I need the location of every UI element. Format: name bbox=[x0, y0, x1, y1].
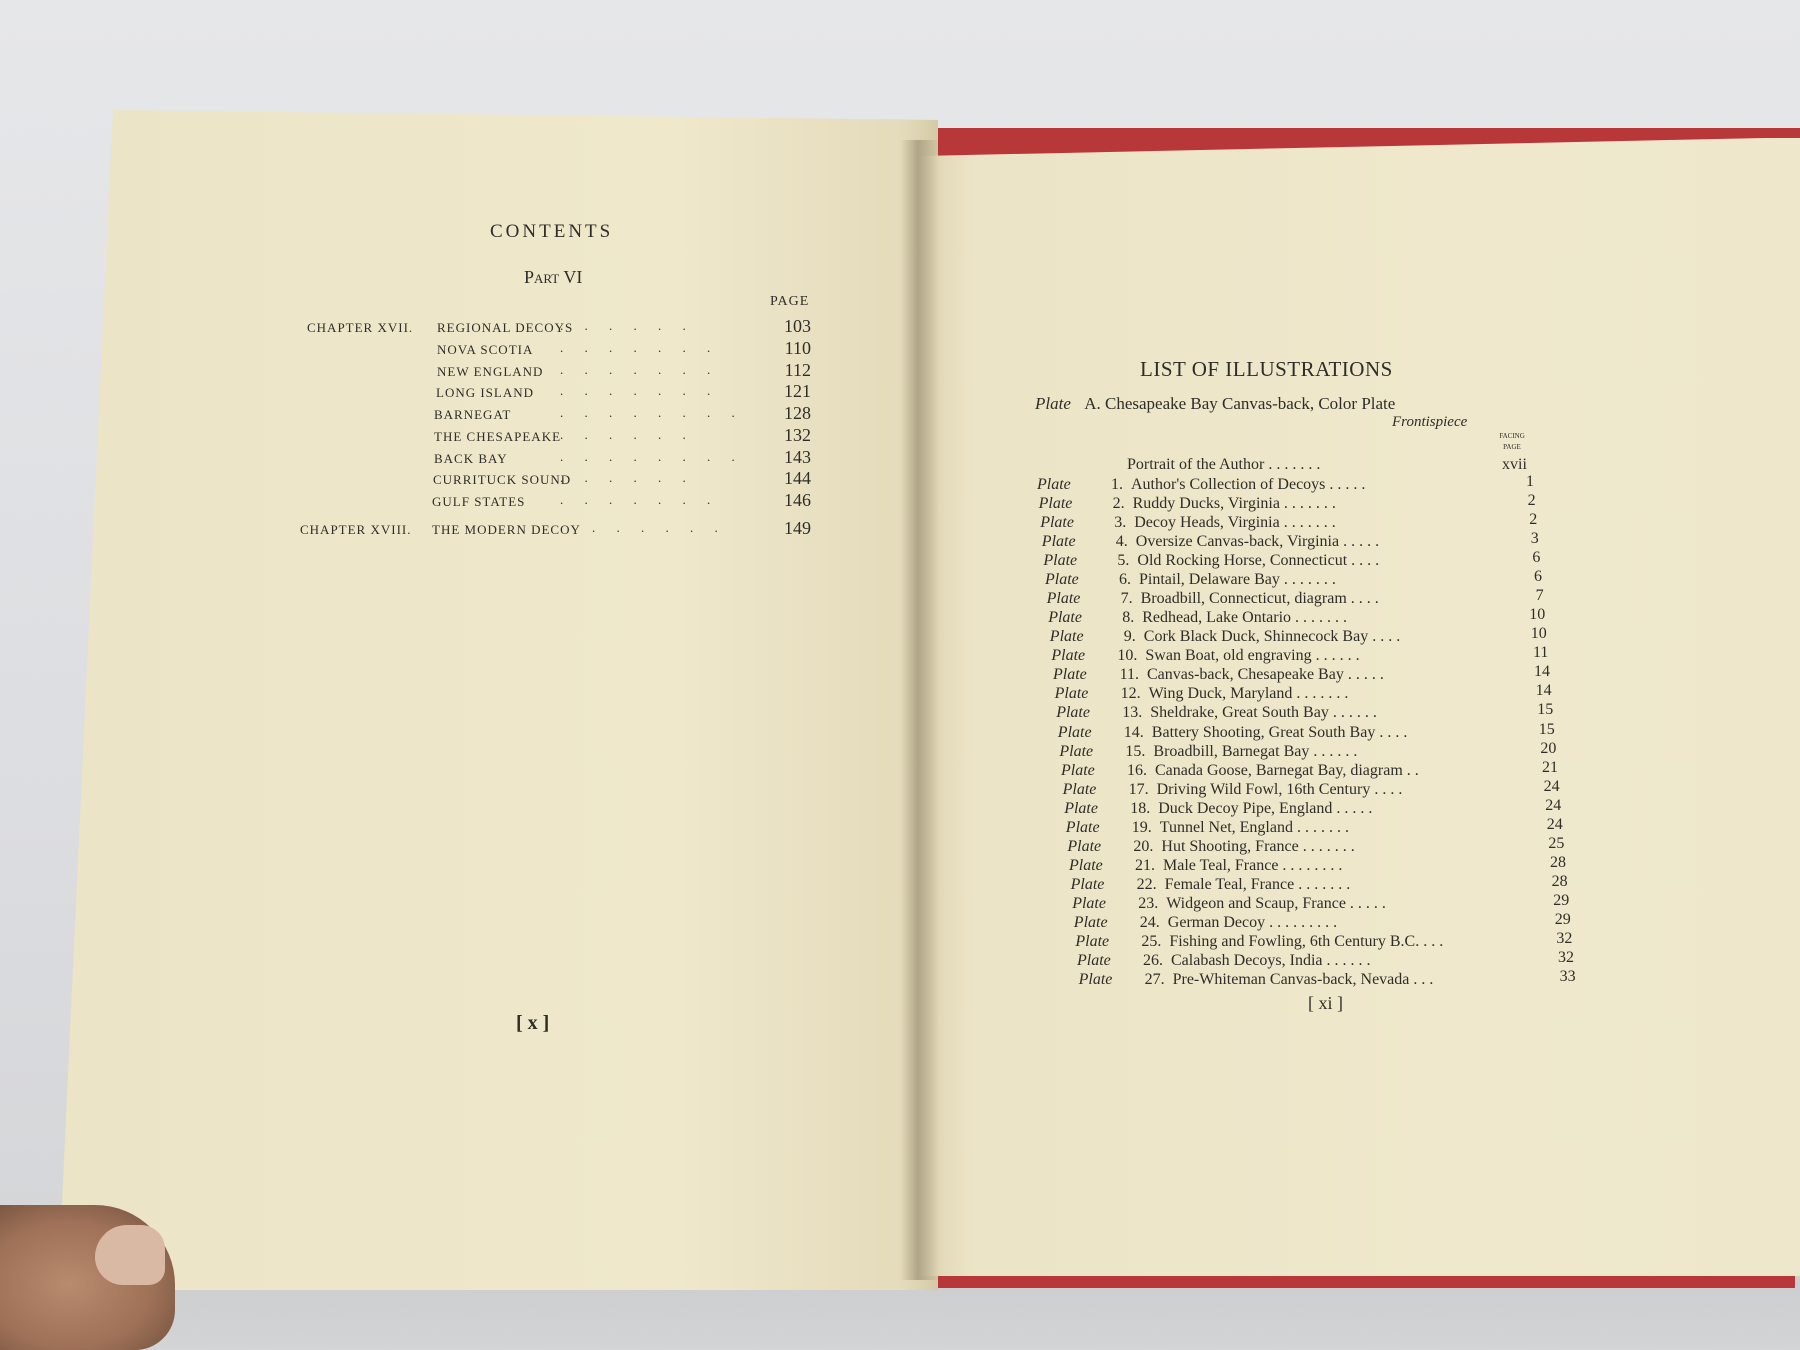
plate-page-number: 20 bbox=[1540, 740, 1557, 757]
plate-title: Calabash Decoys, India . . . . . . bbox=[1171, 952, 1371, 969]
illustration-entry bbox=[1053, 666, 1384, 685]
plate-number: 13. bbox=[1122, 704, 1143, 721]
plate-page-number: 14 bbox=[1535, 682, 1552, 699]
plate-title: Battery Shooting, Great South Bay . . . . bbox=[1151, 724, 1408, 741]
thumbnail bbox=[95, 1225, 165, 1285]
plate-label: Plate bbox=[1061, 762, 1095, 779]
plate-label: Plate bbox=[1053, 666, 1087, 683]
illustration-entry bbox=[1042, 533, 1379, 552]
plate-number: 14. bbox=[1123, 724, 1144, 741]
contents-title: CONTENTS bbox=[490, 221, 614, 242]
plate-number: 9. bbox=[1123, 628, 1136, 645]
toc-page-number: 149 bbox=[784, 518, 811, 538]
plate-a-number: A. bbox=[1084, 394, 1101, 413]
plate-page-number: 6 bbox=[1534, 568, 1542, 585]
illustration-entry bbox=[1047, 590, 1379, 609]
plate-number: 5. bbox=[1117, 552, 1130, 569]
plate-label: Plate bbox=[1057, 724, 1092, 741]
toc-page-number: 112 bbox=[784, 360, 811, 380]
toc-chapter-label: CHAPTER XVII. bbox=[307, 320, 414, 335]
frontispiece-label: Frontispiece bbox=[1392, 414, 1468, 430]
illustration-entry bbox=[1039, 495, 1336, 514]
toc-entry-title: GULF STATES bbox=[432, 494, 526, 509]
plate-title: Broadbill, Connecticut, diagram . . . . bbox=[1140, 590, 1379, 607]
plate-number: 25. bbox=[1141, 933, 1162, 950]
plate-label: Plate bbox=[1073, 914, 1108, 931]
plate-number: 8. bbox=[1122, 609, 1135, 626]
toc-page-number: 128 bbox=[784, 403, 811, 423]
illustration-entry bbox=[1064, 800, 1372, 819]
plate-title: Broadbill, Barnegat Bay . . . . . . bbox=[1153, 743, 1358, 760]
plate-title: Sheldrake, Great South Bay . . . . . . bbox=[1150, 704, 1377, 721]
plate-title: Duck Decoy Pipe, England . . . . . bbox=[1158, 800, 1373, 817]
plate-a-label: Plate bbox=[1035, 394, 1071, 413]
illustration-entry bbox=[1077, 952, 1371, 971]
plate-label: Plate bbox=[1078, 971, 1113, 988]
plate-page-number: 2 bbox=[1529, 511, 1538, 528]
toc-entry-title: BARNEGAT bbox=[434, 407, 512, 422]
plate-title: Pintail, Delaware Bay . . . . . . . bbox=[1139, 571, 1336, 588]
plate-number: 19. bbox=[1131, 819, 1152, 836]
plate-title: Widgeon and Scaup, France . . . . . bbox=[1166, 895, 1386, 912]
illustration-entry bbox=[1071, 876, 1351, 895]
plate-number: 11. bbox=[1119, 666, 1139, 683]
plate-label: Plate bbox=[1077, 952, 1111, 969]
portrait-entry: Portrait of the Author . . . . . . . bbox=[1127, 456, 1321, 473]
plate-label: Plate bbox=[1046, 590, 1081, 607]
plate-title: Old Rocking Horse, Connecticut . . . . bbox=[1137, 552, 1380, 569]
plate-a-entry bbox=[1035, 394, 1395, 414]
illustrations-title: LIST OF ILLUSTRATIONS bbox=[1140, 357, 1393, 381]
plate-page-number: 25 bbox=[1548, 835, 1565, 852]
plate-label: Plate bbox=[1064, 800, 1098, 817]
plate-page-number: 29 bbox=[1554, 911, 1571, 928]
plate-title: German Decoy . . . . . . . . . bbox=[1167, 914, 1338, 931]
plate-label: Plate bbox=[1062, 781, 1097, 798]
page-column-header: PAGE bbox=[770, 294, 810, 309]
illustration-entry bbox=[1045, 571, 1336, 590]
plate-label: Plate bbox=[1075, 933, 1110, 950]
book-gutter bbox=[900, 140, 940, 1280]
illustration-entry bbox=[1066, 819, 1349, 838]
plate-page-number: 1 bbox=[1526, 473, 1534, 490]
toc-page-number: 146 bbox=[784, 490, 811, 510]
toc-entry-title: BACK BAY bbox=[434, 451, 508, 466]
illustration-entry bbox=[1058, 724, 1408, 743]
plate-number: 26. bbox=[1143, 952, 1163, 969]
toc-leader-dots: . . . . . . . . bbox=[560, 449, 744, 464]
plate-page-number: 10 bbox=[1529, 606, 1546, 623]
illustration-entry bbox=[1037, 476, 1365, 495]
right-page-folio: [ xi ] bbox=[1308, 993, 1343, 1013]
plate-page-number: 7 bbox=[1535, 587, 1544, 604]
plate-label: Plate bbox=[1037, 476, 1071, 493]
plate-number: 24. bbox=[1139, 914, 1160, 931]
left-page bbox=[58, 110, 938, 1290]
plate-label: Plate bbox=[1040, 514, 1074, 531]
plate-number: 10. bbox=[1117, 647, 1138, 664]
plate-page-number: 21 bbox=[1542, 759, 1558, 776]
plate-page-number: 10 bbox=[1530, 625, 1547, 642]
plate-number: 17. bbox=[1128, 781, 1149, 798]
plate-title: Fishing and Fowling, 6th Century B.C. . . . bbox=[1169, 933, 1444, 950]
plate-number: 23. bbox=[1138, 895, 1159, 912]
toc-chapter-label: CHAPTER XVIII. bbox=[300, 522, 412, 537]
plate-page-number: 33 bbox=[1559, 968, 1576, 985]
plate-number: 16. bbox=[1127, 762, 1147, 779]
toc-leader-dots: . . . . . . . . bbox=[560, 405, 744, 420]
plate-label: Plate bbox=[1045, 571, 1079, 588]
plate-page-number: 28 bbox=[1551, 873, 1568, 890]
plate-number: 6. bbox=[1119, 571, 1131, 588]
plate-page-number: 15 bbox=[1538, 721, 1555, 738]
plate-title: Female Teal, France . . . . . . . bbox=[1164, 876, 1351, 893]
plate-title: Ruddy Ducks, Virginia . . . . . . . bbox=[1132, 495, 1336, 512]
toc-page-number: 132 bbox=[784, 425, 811, 445]
toc-entry-title: CURRITUCK SOUND bbox=[433, 472, 572, 487]
toc-page-number: 103 bbox=[784, 316, 811, 336]
toc-entry-title: THE CHESAPEAKE bbox=[434, 429, 562, 444]
plate-page-number: 29 bbox=[1553, 892, 1570, 909]
plate-label: Plate bbox=[1070, 876, 1105, 893]
plate-page-number: 6 bbox=[1532, 549, 1541, 566]
toc-entry-title: LONG ISLAND bbox=[436, 385, 535, 400]
toc-page-number: 144 bbox=[784, 468, 811, 488]
plate-label: Plate bbox=[1067, 838, 1102, 855]
plate-title: Canada Goose, Barnegat Bay, diagram . . bbox=[1155, 762, 1419, 779]
plate-title: Oversize Canvas-back, Virginia . . . . . bbox=[1135, 533, 1380, 550]
toc-entry-title: REGIONAL DECOYS bbox=[437, 320, 574, 335]
plate-page-number: 28 bbox=[1550, 854, 1566, 871]
toc-leader-dots: . . . . . . bbox=[560, 318, 695, 333]
plate-title: Tunnel Net, England . . . . . . . bbox=[1159, 819, 1349, 836]
plate-title: Author's Collection of Decoys . . . . . bbox=[1131, 476, 1366, 493]
portrait-page: xvii bbox=[1502, 456, 1527, 473]
plate-a-title: Chesapeake Bay Canvas-back, Color Plate bbox=[1104, 394, 1396, 413]
plate-page-number: 3 bbox=[1530, 530, 1539, 547]
plate-label: Plate bbox=[1038, 495, 1073, 512]
illustration-entry bbox=[1067, 838, 1354, 857]
illustration-entry bbox=[1059, 743, 1357, 762]
plate-label: Plate bbox=[1059, 743, 1094, 760]
illustration-entry bbox=[1079, 971, 1434, 990]
toc-page-number: 121 bbox=[784, 381, 811, 401]
illustration-entry bbox=[1050, 628, 1400, 647]
plate-label: Plate bbox=[1056, 704, 1090, 721]
plate-number: 1. bbox=[1111, 476, 1123, 493]
plate-page-number: 15 bbox=[1537, 701, 1554, 718]
toc-entry-title: THE MODERN DECOY bbox=[432, 522, 581, 537]
toc-leader-dots: . . . . . . bbox=[592, 520, 727, 535]
plate-number: 3. bbox=[1114, 514, 1127, 531]
plate-label: Plate bbox=[1049, 628, 1084, 645]
plate-title: Canvas-back, Chesapeake Bay . . . . . bbox=[1147, 666, 1384, 683]
plate-label: Plate bbox=[1069, 857, 1103, 874]
plate-title: Hut Shooting, France . . . . . . . bbox=[1161, 838, 1355, 855]
illustration-entry bbox=[1051, 647, 1359, 666]
plate-number: 2. bbox=[1112, 495, 1125, 512]
plate-title: Driving Wild Fowl, 16th Century . . . . bbox=[1156, 781, 1403, 798]
plate-title: Cork Black Duck, Shinnecock Bay . . . . bbox=[1143, 628, 1401, 645]
plate-page-number: 14 bbox=[1534, 663, 1550, 680]
illustration-entry bbox=[1055, 685, 1349, 704]
plate-page-number: 24 bbox=[1545, 797, 1562, 814]
plate-number: 20. bbox=[1133, 838, 1154, 855]
toc-entry-title: NOVA SCOTIA bbox=[437, 342, 534, 357]
plate-number: 18. bbox=[1130, 800, 1151, 817]
plate-number: 7. bbox=[1120, 590, 1133, 607]
illustration-entry bbox=[1043, 552, 1379, 571]
plate-label: Plate bbox=[1051, 647, 1086, 664]
toc-leader-dots: . . . . . . . bbox=[560, 362, 720, 377]
illustration-entry bbox=[1074, 914, 1337, 933]
part-title: Part VI bbox=[524, 267, 583, 287]
plate-title: Redhead, Lake Ontario . . . . . . . bbox=[1142, 609, 1348, 626]
toc-page-number: 110 bbox=[784, 338, 811, 358]
toc-page-number: 143 bbox=[784, 447, 811, 467]
plate-number: 12. bbox=[1120, 685, 1141, 702]
plate-number: 4. bbox=[1115, 533, 1128, 550]
toc-leader-dots: . . . . . . . bbox=[560, 383, 720, 398]
toc-leader-dots: . . . . . . . bbox=[560, 340, 720, 355]
plate-page-number: 32 bbox=[1558, 949, 1574, 966]
toc-entry-title: NEW ENGLAND bbox=[437, 364, 544, 379]
illustration-entry bbox=[1072, 895, 1386, 914]
illustration-entry bbox=[1061, 762, 1419, 781]
plate-label: Plate bbox=[1054, 685, 1089, 702]
plate-number: 21. bbox=[1135, 857, 1155, 874]
illustration-entry bbox=[1040, 514, 1336, 533]
plate-number: 15. bbox=[1125, 743, 1146, 760]
facing-page-header: FACING PAGE bbox=[1499, 432, 1525, 451]
plate-page-number: 24 bbox=[1546, 816, 1563, 833]
plate-title: Decoy Heads, Virginia . . . . . . . bbox=[1134, 514, 1336, 531]
plate-label: Plate bbox=[1072, 895, 1106, 912]
toc-leader-dots: . . . . . . . bbox=[560, 492, 720, 507]
illustration-entry bbox=[1075, 933, 1443, 952]
illustration-entry bbox=[1056, 704, 1377, 723]
plate-number: 22. bbox=[1136, 876, 1157, 893]
plate-page-number: 24 bbox=[1543, 778, 1560, 795]
illustration-entry bbox=[1063, 781, 1403, 800]
plate-title: Male Teal, France . . . . . . . . bbox=[1163, 857, 1343, 874]
plate-title: Pre-Whiteman Canvas-back, Nevada . . . bbox=[1172, 971, 1434, 988]
plate-title: Wing Duck, Maryland . . . . . . . bbox=[1148, 685, 1349, 702]
plate-label: Plate bbox=[1043, 552, 1078, 569]
toc-leader-dots: . . . . . . bbox=[560, 470, 695, 485]
left-page-folio: [ x ] bbox=[516, 1012, 550, 1034]
plate-label: Plate bbox=[1065, 819, 1100, 836]
plate-number: 27. bbox=[1144, 971, 1165, 988]
plate-page-number: 32 bbox=[1556, 930, 1573, 947]
illustration-entry bbox=[1069, 857, 1342, 876]
toc-leader-dots: . . . . . . bbox=[560, 427, 695, 442]
plate-title: Swan Boat, old engraving . . . . . . bbox=[1145, 647, 1360, 664]
plate-label: Plate bbox=[1041, 533, 1076, 550]
plate-label: Plate bbox=[1048, 609, 1082, 626]
plate-page-number: 11 bbox=[1532, 644, 1549, 661]
plate-page-number: 2 bbox=[1527, 492, 1536, 509]
illustration-entry bbox=[1048, 609, 1347, 628]
